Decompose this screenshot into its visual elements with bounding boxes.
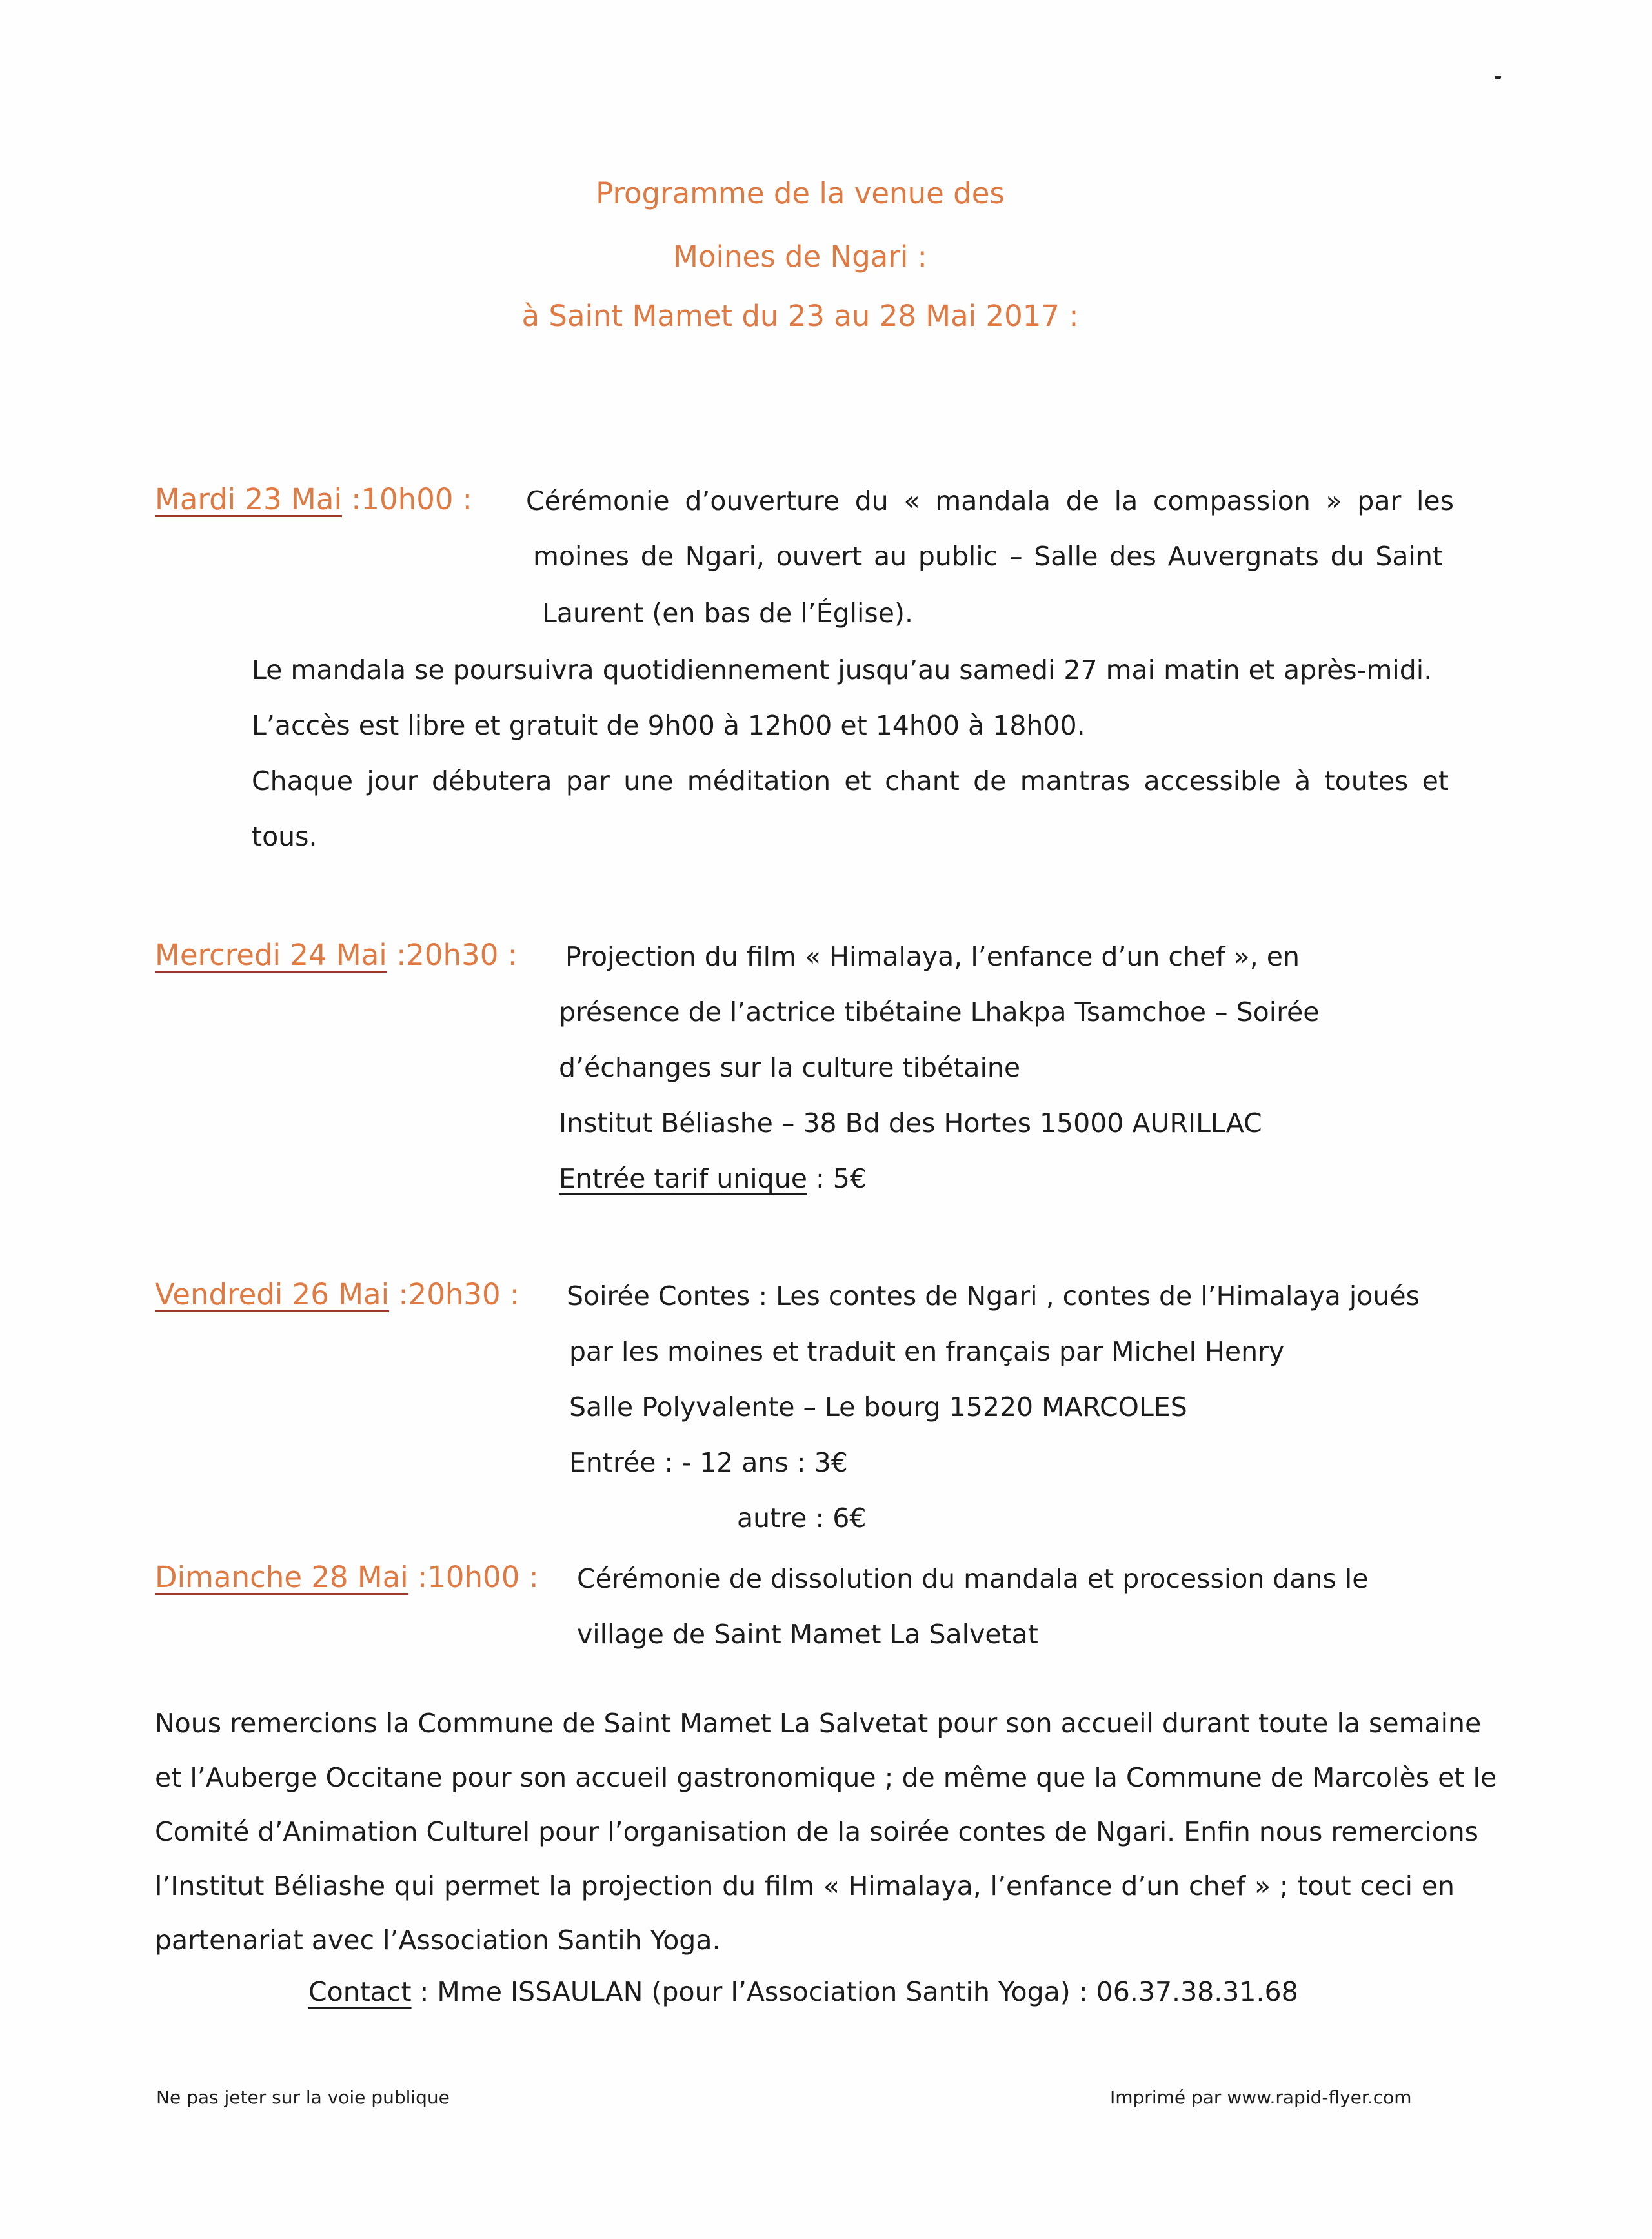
- mardi-heading: [155, 481, 472, 518]
- thanks-line-2: et l’Auberge Occitane pour son accueil gastronomique ; de même que la Commune de Marcolès et le: [155, 1762, 1497, 1793]
- mardi-day: Mardi 23 Mai: [155, 482, 342, 516]
- footer-right: Imprimé par www.rapid-flyer.com: [1110, 2087, 1412, 2108]
- contact-value: : Mme ISSAULAN (pour l’Association Santih Yoga) : 06.37.38.31.68: [411, 1976, 1298, 2007]
- dimanche-day: Dimanche 28 Mai: [155, 1560, 408, 1594]
- mercredi-time: :20h30 :: [387, 938, 518, 972]
- mardi-line-2: moines de Ngari, ouvert au public – Salle des Auvergnats du Saint: [533, 541, 1443, 572]
- footer-left: Ne pas jeter sur la voie publique: [156, 2087, 450, 2108]
- thanks-line-3: Comité d’Animation Culturel pour l’organisation de la soirée contes de Ngari. Enfin nous remercions: [155, 1816, 1479, 1847]
- mardi-time: :10h00 :: [341, 482, 472, 516]
- mercredi-line-3: d’échanges sur la culture tibétaine: [559, 1052, 1021, 1083]
- title-line-1: Programme de la venue des: [596, 176, 1005, 210]
- vendredi-line-1: Soirée Contes : Les contes de Ngari , contes de l’Himalaya joués: [567, 1281, 1420, 1312]
- contact-line: [308, 1975, 1298, 2009]
- dimanche-time: :10h00 :: [408, 1560, 539, 1594]
- mercredi-line-4: Institut Béliashe – 38 Bd des Hortes 15000 AURILLAC: [559, 1108, 1262, 1139]
- thanks-line-1: Nous remercions la Commune de Saint Mamet La Salvetat pour son accueil durant toute la semaine: [155, 1708, 1482, 1739]
- mercredi-day: Mercredi 24 Mai: [155, 938, 387, 972]
- mercredi-heading: [155, 937, 518, 973]
- mardi-line-5: L’accès est libre et gratuit de 9h00 à 12h00 et 14h00 à 18h00.: [252, 710, 1085, 741]
- vendredi-time: :20h30 :: [389, 1277, 520, 1312]
- mardi-line-6: Chaque jour débutera par une méditation et chant de mantras accessible à toutes et: [252, 765, 1449, 796]
- mercredi-entry: [559, 1162, 867, 1195]
- mercredi-entry-label: Entrée tarif unique: [559, 1163, 807, 1194]
- vendredi-day: Vendredi 26 Mai: [155, 1277, 390, 1312]
- mardi-line-4: Le mandala se poursuivra quotidiennement jusqu’au samedi 27 mai matin et après-midi.: [252, 654, 1433, 685]
- mardi-line-1: Cérémonie d’ouverture du « mandala de la compassion » par les: [526, 485, 1454, 516]
- vendredi-heading: [155, 1277, 519, 1313]
- vendredi-line-5: autre : 6€: [737, 1503, 867, 1534]
- mercredi-line-1: Projection du film « Himalaya, l’enfance d’un chef », en: [565, 941, 1300, 972]
- mercredi-line-2: présence de l’actrice tibétaine Lhakpa Tsamchoe – Soirée: [559, 997, 1320, 1028]
- dimanche-line-1: Cérémonie de dissolution du mandala et procession dans le: [577, 1563, 1369, 1594]
- contact-label: Contact: [308, 1976, 412, 2007]
- vendredi-line-3: Salle Polyvalente – Le bourg 15220 MARCOLES: [569, 1392, 1187, 1423]
- thanks-line-5: partenariat avec l’Association Santih Yoga.: [155, 1925, 721, 1956]
- thanks-line-4: l’Institut Béliashe qui permet la projection du film « Himalaya, l’enfance d’un chef » ; tout ceci en: [155, 1870, 1455, 1901]
- mercredi-entry-value: : 5€: [807, 1163, 867, 1194]
- title-line-2: Moines de Ngari :: [673, 239, 927, 274]
- mardi-line-3: Laurent (en bas de l’Église).: [542, 598, 914, 629]
- vendredi-line-4: Entrée : - 12 ans : 3€: [569, 1447, 848, 1478]
- dimanche-line-2: village de Saint Mamet La Salvetat: [577, 1619, 1038, 1650]
- mardi-line-7: tous.: [252, 821, 317, 852]
- vendredi-line-2: par les moines et traduit en français par Michel Henry: [569, 1336, 1285, 1367]
- dimanche-heading: [155, 1559, 539, 1596]
- title-line-3: à Saint Mamet du 23 au 28 Mai 2017 :: [521, 299, 1079, 333]
- scan-speck: [1495, 76, 1501, 79]
